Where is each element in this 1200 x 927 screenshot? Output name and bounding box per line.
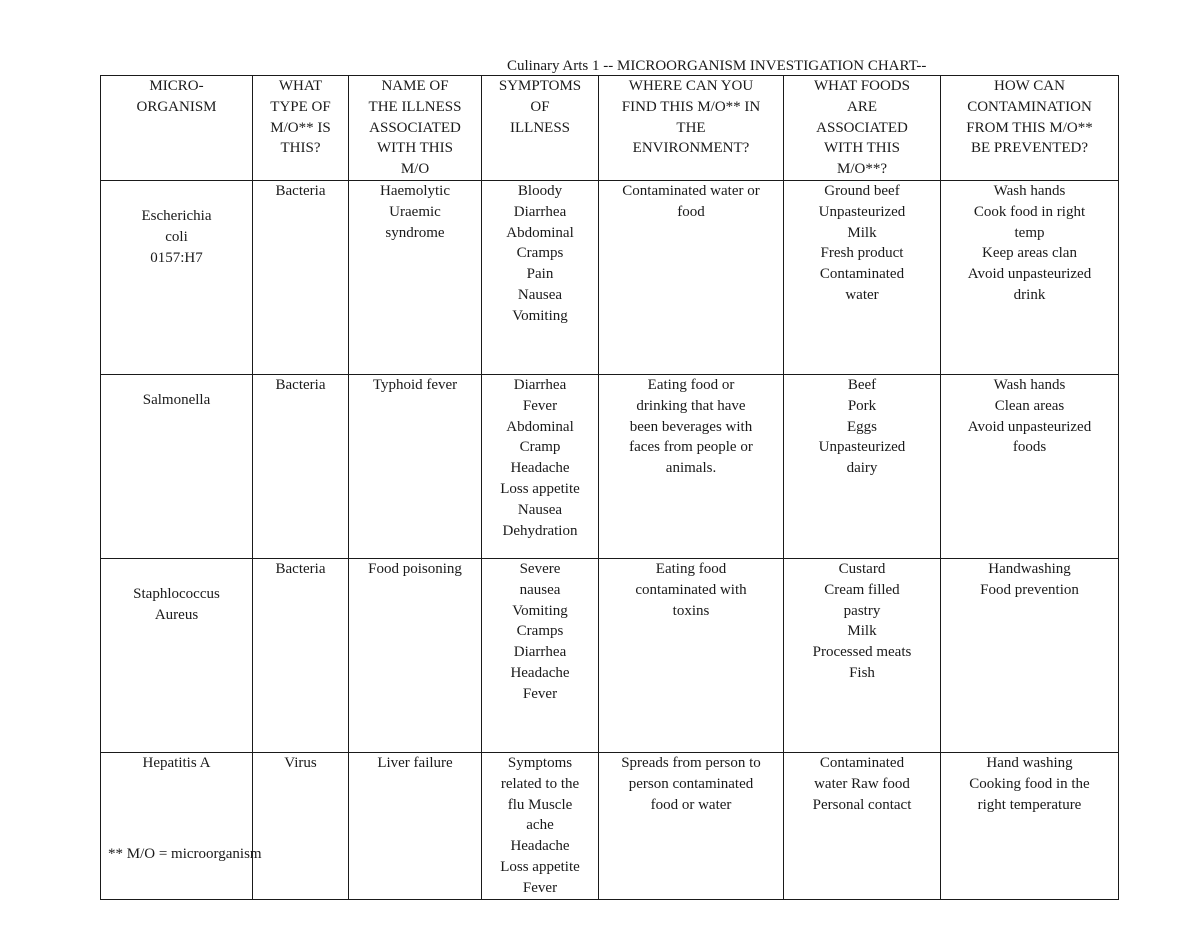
foods-cell: Ground beef Unpasteurized Milk Fresh product Contaminated water — [784, 181, 941, 375]
header-microorganism: MICRO- ORGANISM — [101, 76, 253, 181]
illness-cell: Liver failure — [349, 753, 482, 900]
header-foods: WHAT FOODS ARE ASSOCIATED WITH THIS M/O**? — [784, 76, 941, 181]
type-cell: Bacteria — [253, 375, 349, 559]
illness-cell: Typhoid fever — [349, 375, 482, 559]
type-cell: Bacteria — [253, 559, 349, 753]
symptoms-cell: Diarrhea Fever Abdominal Cramp Headache Loss appetite Nausea Dehydration — [482, 375, 599, 559]
prevention-cell: Handwashing Food prevention — [941, 559, 1119, 753]
foods-cell: Beef Pork Eggs Unpasteurized dairy — [784, 375, 941, 559]
microorganism-chart-table — [100, 75, 1119, 900]
type-cell: Bacteria — [253, 181, 349, 375]
symptoms-cell: Symptoms related to the flu Muscle ache Headache Loss appetite Fever — [482, 753, 599, 900]
header-prevention: HOW CAN CONTAMINATION FROM THIS M/O** BE PREVENTED? — [941, 76, 1119, 181]
header-symptoms: SYMPTOMS OF ILLNESS — [482, 76, 599, 181]
table-row — [101, 181, 1119, 375]
symptoms-cell: Severe nausea Vomiting Cramps Diarrhea Headache Fever — [482, 559, 599, 753]
symptoms-cell: Bloody Diarrhea Abdominal Cramps Pain Nausea Vomiting — [482, 181, 599, 375]
footnote: ** M/O = microorganism — [108, 846, 262, 862]
foods-cell: Contaminated water Raw food Personal contact — [784, 753, 941, 900]
organism-cell: Salmonella — [101, 375, 253, 559]
illness-cell: Haemolytic Uraemic syndrome — [349, 181, 482, 375]
header-illness: NAME OF THE ILLNESS ASSOCIATED WITH THIS M/O — [349, 76, 482, 181]
table-row — [101, 753, 1119, 900]
environment-cell: Eating food or drinking that have been beverages with faces from people or animals. — [599, 375, 784, 559]
environment-cell: Eating food contaminated with toxins — [599, 559, 784, 753]
illness-cell: Food poisoning — [349, 559, 482, 753]
prevention-cell: Wash hands Clean areas Avoid unpasteurized foods — [941, 375, 1119, 559]
header-type: WHAT TYPE OF M/O** IS THIS? — [253, 76, 349, 181]
table-row — [101, 559, 1119, 753]
organism-cell: Escherichia coli 0157:H7 — [101, 181, 253, 375]
organism-cell: Hepatitis A — [101, 753, 253, 900]
organism-cell: Staphlococcus Aureus — [101, 559, 253, 753]
type-cell: Virus — [253, 753, 349, 900]
environment-cell: Spreads from person to person contaminated food or water — [599, 753, 784, 900]
table-row — [101, 375, 1119, 559]
environment-cell: Contaminated water or food — [599, 181, 784, 375]
prevention-cell: Hand washing Cooking food in the right temperature — [941, 753, 1119, 900]
prevention-cell: Wash hands Cook food in right temp Keep areas clan Avoid unpasteurized drink — [941, 181, 1119, 375]
header-row — [101, 76, 1119, 181]
chart-title: Culinary Arts 1 -- MICROORGANISM INVESTIGATION CHART-- — [507, 58, 927, 74]
header-environment: WHERE CAN YOU FIND THIS M/O** IN THE ENVIRONMENT? — [599, 76, 784, 181]
foods-cell: Custard Cream filled pastry Milk Processed meats Fish — [784, 559, 941, 753]
